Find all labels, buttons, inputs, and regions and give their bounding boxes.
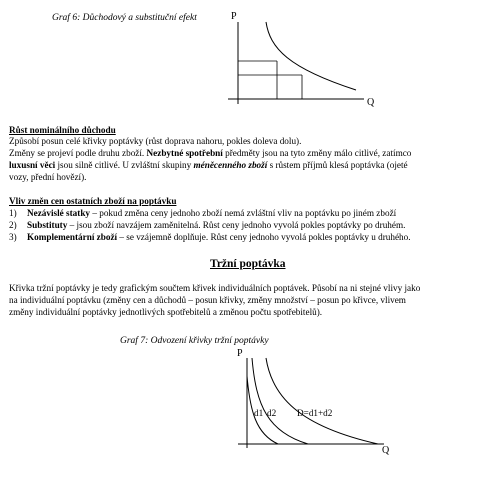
item-text: – jsou zboží navzájem zaměnitelná. Růst ceny jednoho vyvolá pokles poptávky po druhém. — [67, 220, 406, 230]
graph7-caption: Graf 7: Odvození křivky tržní poptávky — [120, 336, 269, 346]
market-demand-line-3: změny individuální poptávky jednotlivých spotřebitelů a změnou počtu spotřebitelů). — [9, 307, 323, 317]
graph6-caption: Graf 6: Důchodový a substituční efekt — [52, 13, 197, 23]
graph6-x-axis-label: Q — [367, 97, 375, 108]
income-line-4: vozy, přední hovězí). — [9, 172, 87, 182]
necessity-goods-term: Nezbytné spotřební — [146, 148, 223, 158]
curve-label-d2: d2 — [267, 408, 277, 418]
graph6-y-axis-label: P — [231, 11, 237, 22]
curve-label-market-demand: D=d1+d2 — [297, 408, 333, 418]
independent-goods-term: Nezávislé statky — [27, 208, 91, 218]
graph6-demand-chart — [228, 18, 378, 118]
income-line-3-text-b: s růstem příjmů klesá poptávka (ojeté — [267, 160, 408, 170]
luxury-goods-term: luxusní věci — [9, 160, 56, 170]
price-change-item-2 — [9, 220, 405, 231]
graph7-x-axis-label: Q — [382, 445, 390, 456]
curve-d1 — [247, 376, 278, 444]
income-line-3-text-a: jsou silně citlivé. U zvláštní skupiny — [55, 160, 194, 170]
curve-market-demand — [266, 358, 378, 444]
substitutes-term: Substituty — [27, 220, 68, 230]
income-line-2-text-b: předměty jsou na tyto změny málo citlivé, zatímco — [222, 148, 412, 158]
market-demand-title: Tržní poptávka — [210, 258, 286, 270]
item-text: – se vzájemně doplňuje. Růst ceny jednoho vyvolá pokles poptávky u druhého. — [117, 232, 411, 242]
item-number: 1) — [9, 208, 17, 218]
item-number: 3) — [9, 232, 17, 242]
income-line-2-text-a: Změny se projeví podle druhu zboží. — [9, 148, 147, 158]
market-demand-line-2: na individuální poptávku (změny cen a důchodů – posun křivky, změny množství – posun po křivce, vlivem — [9, 295, 406, 305]
graph7-y-axis-label: P — [237, 348, 243, 359]
income-line-3 — [9, 160, 408, 171]
price-change-item-3 — [9, 232, 411, 243]
graph7-market-demand-chart — [238, 356, 388, 456]
price-change-item-1 — [9, 208, 396, 219]
income-line-1: Způsobí posun celé křivky poptávky (růst doprava nahoru, pokles doleva dolu). — [9, 136, 302, 146]
complements-term: Komplementární zboží — [27, 232, 118, 242]
curve-d2 — [252, 358, 308, 444]
graph6-demand-curve — [266, 22, 356, 90]
income-line-2 — [9, 148, 411, 159]
inferior-goods-term: méněcenného zboží — [193, 160, 268, 170]
item-number: 2) — [9, 220, 17, 230]
item-text: – pokud změna ceny jednoho zboží nemá zvláštní vliv na poptávku po jiném zboží — [90, 208, 397, 218]
price-change-heading: Vliv změn cen ostatních zboží na poptávku — [9, 196, 177, 206]
income-heading: Růst nominálního důchodu — [9, 125, 116, 135]
market-demand-line-1: Křivka tržní poptávky je tedy grafickým součtem křivek individuálních poptávek. Působí na ni stejné vlivy jako — [9, 283, 421, 293]
curve-label-d1: d1 — [254, 408, 264, 418]
